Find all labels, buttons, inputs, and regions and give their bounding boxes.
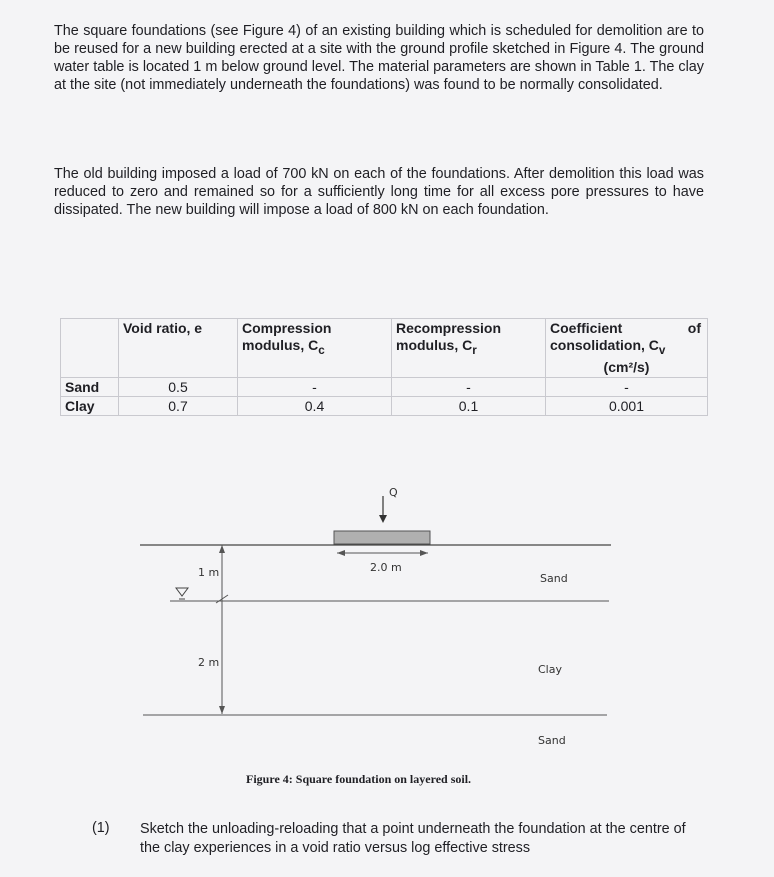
row-material: Clay — [61, 397, 119, 416]
header-compression-label: Compression modulus, C — [242, 320, 332, 353]
header-coefficient-of: of — [687, 320, 701, 336]
row-compression: - — [238, 378, 392, 397]
intro-paragraph: The square foundations (see Figure 4) of an existing building which is scheduled for demolition are to be reused for a new building erected at a site with the ground profile sketched in Figure 4. The ground water table is located 1 m below ground level. The material parameters are shown in Table 1. The clay at the site (not immediately underneath the foundations) was found to be normally consolidated. — [54, 23, 704, 93]
header-void-ratio — [119, 319, 238, 378]
soil-profile-figure — [0, 470, 774, 770]
header-recompression-subscript: r — [472, 343, 477, 357]
header-consolidation-subscript: v — [658, 343, 666, 357]
load-label: Q — [389, 486, 398, 499]
depth-arrow-bottom — [219, 706, 225, 714]
table-row — [61, 397, 708, 416]
row-void-ratio: 0.5 — [119, 378, 238, 397]
foundation-block — [334, 531, 430, 544]
row-coefficient: 0.001 — [546, 397, 708, 416]
header-coefficient-label: Coefficient — [550, 320, 623, 336]
header-consolidation-label: consolidation, C — [550, 337, 659, 353]
header-compression — [238, 319, 392, 378]
table-header-row — [61, 319, 708, 378]
layer-sand-top-label: Sand — [540, 572, 568, 585]
table-row — [61, 378, 708, 397]
layer-sand-bottom-label: Sand — [538, 734, 566, 747]
header-compression-subscript: c — [318, 343, 325, 357]
header-units: (cm²/s) — [603, 358, 650, 375]
row-coefficient: - — [546, 378, 708, 397]
figure-caption: Figure 4: Square foundation on layered soil. — [246, 772, 472, 786]
depth2-label: 2 m — [198, 656, 220, 669]
layer-clay-label: Clay — [538, 663, 562, 676]
row-recompression: - — [392, 378, 546, 397]
header-recompression — [392, 319, 546, 378]
material-parameters-table — [60, 318, 708, 416]
row-compression: 0.4 — [238, 397, 392, 416]
load-arrow-head — [379, 515, 387, 523]
header-empty-cell — [61, 319, 119, 378]
header-void-ratio-label: Void ratio, e — [123, 320, 203, 336]
width-arrow-right — [420, 550, 428, 556]
question-text: Sketch the unloading-reloading that a point underneath the foundation at the centre of the clay experiences in a void ratio versus log effective stress — [140, 821, 686, 856]
water-table-icon — [176, 588, 188, 596]
row-recompression: 0.1 — [392, 397, 546, 416]
depth1-label: 1 m — [198, 566, 220, 579]
depth-arrow-top — [219, 545, 225, 553]
width-arrow-left — [337, 550, 345, 556]
question-number: (1) — [92, 820, 110, 836]
header-recompression-label: Recompression modulus, C — [396, 320, 502, 353]
row-void-ratio: 0.7 — [119, 397, 238, 416]
row-material: Sand — [61, 378, 119, 397]
width-label: 2.0 m — [370, 561, 402, 574]
loading-paragraph: The old building imposed a load of 700 kN on each of the foundations. After demolition this load was reduced to zero and remained so for a sufficiently long time for all excess pore pressures to have dissipated. The new building will impose a load of 800 kN on each foundation. — [54, 166, 704, 218]
header-coefficient — [546, 319, 708, 378]
